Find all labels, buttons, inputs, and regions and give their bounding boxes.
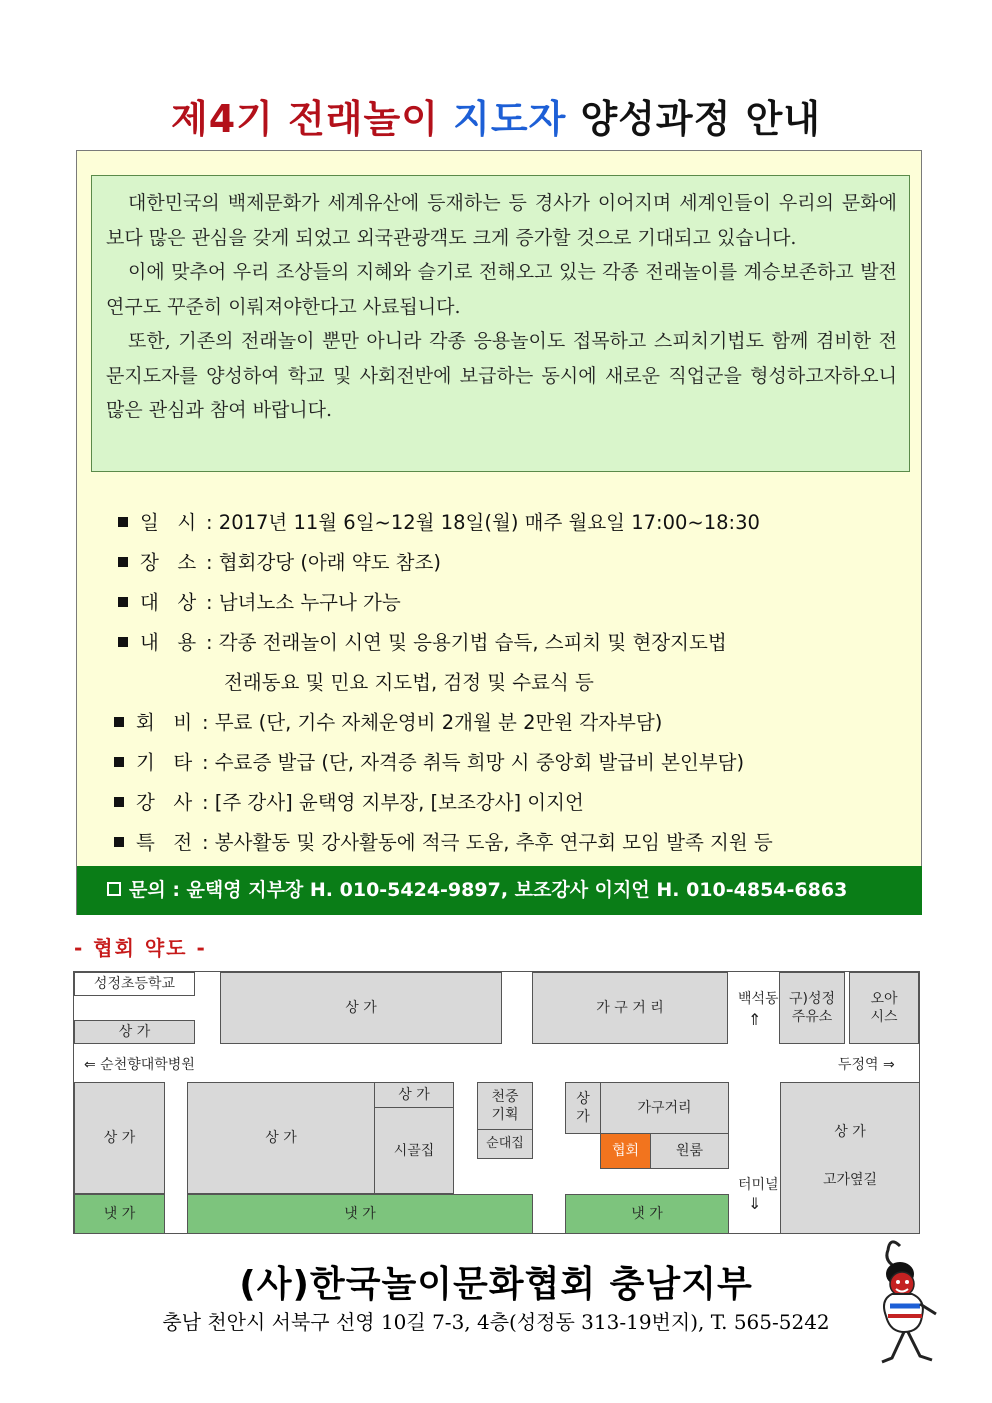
info-label: 일 시	[140, 511, 197, 534]
map-shop-right-label: 상 가	[834, 1124, 866, 1140]
map-stream-left: 냇 가	[74, 1194, 165, 1234]
info-value: 협회강당 (아래 약도 참조)	[218, 551, 441, 574]
info-value: [주 강사] 윤택영 지부장, [보조강사] 이지언	[214, 791, 584, 814]
bullet-icon	[114, 757, 124, 767]
map-oasis: 오아 시스	[849, 972, 919, 1044]
info-row-etc: 기 타 : 수료증 발급 (단, 자격증 취득 희망 시 중앙회 발급비 본인부담)	[114, 747, 744, 775]
info-label: 내 용	[140, 631, 197, 654]
info-row-place: 장 소 : 협회강당 (아래 약도 참조)	[118, 547, 441, 575]
map-shop-vertical: 상 가	[565, 1082, 601, 1134]
map-shop-center: 상 가	[187, 1082, 375, 1194]
info-row-content-cont	[224, 667, 594, 695]
checkbox-icon	[107, 882, 121, 896]
bullet-icon	[118, 637, 128, 647]
info-label: 대 상	[140, 591, 197, 614]
contact-bar	[77, 866, 922, 915]
map-right-road: 두정역 ⇒	[838, 1057, 895, 1073]
bullet-icon	[118, 557, 128, 567]
info-label: 특 전	[136, 831, 193, 854]
map-sundae: 순대집	[477, 1129, 533, 1159]
info-value: 봉사활동 및 강사활동에 적극 도움, 추후 연구회 모임 발족 지원 등	[214, 831, 773, 854]
map-left-road: ⇐ 순천향대학병원	[84, 1057, 195, 1073]
info-row-content: 내 용 : 각종 전래놀이 시연 및 응용기법 습득, 스피치 및 현장지도법	[118, 627, 727, 655]
map-oneroom: 원룸	[650, 1133, 729, 1169]
map-gas-station: 구)성정 주유소	[779, 972, 845, 1044]
map-stream-center: 냇 가	[187, 1194, 533, 1234]
info-value: 남녀노소 누구나 가능	[218, 591, 401, 614]
info-label: 강 사	[136, 791, 193, 814]
map-up-arrow: ⇑	[748, 1010, 762, 1029]
intro-paragraph-1: 대한민국의 백제문화가 세계유산에 등재하는 등 경사가 이어지며 세계인들이 우리의 문화에 보다 많은 관심을 갖게 되었고 외국관광객도 크게 증가할 것으로 기대되고 있습니다.	[106, 192, 897, 249]
map-sigoljip: 시골집	[374, 1107, 454, 1194]
intro-box	[91, 175, 910, 472]
info-row-target: 대 상 : 남녀노소 누구나 가능	[118, 587, 401, 615]
map-baekseok: 백석동	[738, 991, 779, 1007]
map-gogae: 고가옆길	[822, 1172, 878, 1188]
map-shop-left: 상 가	[74, 1082, 165, 1194]
map-shop-mini: 상 가	[374, 1082, 454, 1108]
bullet-icon	[114, 837, 124, 847]
map-school: 성정초등학교	[74, 972, 195, 996]
info-value: 각종 전래놀이 시연 및 응용기법 습득, 스피치 및 현장지도법	[218, 631, 727, 654]
info-value: 2017년 11월 6일~12월 18일(월) 매주 월요일 17:00~18:30	[218, 511, 760, 534]
title-part-2: 지도자	[453, 97, 567, 141]
map-shop-top: 상 가	[220, 972, 502, 1044]
info-row-benefit: 특 전 : 봉사활동 및 강사활동에 적극 도움, 추후 연구회 모임 발족 지원 등	[114, 827, 773, 855]
info-row-instructor: 강 사 : [주 강사] 윤택영 지부장, [보조강사] 이지언	[114, 787, 584, 815]
map-association: 협회	[600, 1133, 651, 1169]
location-map	[73, 971, 920, 1234]
info-row-fee: 회 비 : 무료 (단, 기수 자체운영비 2개월 분 2만원 각자부담)	[114, 707, 662, 735]
map-furniture2: 가구거리	[600, 1082, 729, 1134]
map-down-arrow: ⇓	[748, 1194, 762, 1213]
info-label: 회 비	[136, 711, 193, 734]
info-value: 무료 (단, 기수 자체운영비 2개월 분 2만원 각자부담)	[214, 711, 663, 734]
map-terminal: 터미널	[738, 1177, 779, 1193]
bullet-icon	[114, 717, 124, 727]
intro-paragraph-2: 이에 맞추어 우리 조상들의 지혜와 슬기로 전해오고 있는 각종 전래놀이를 계승보존하고 발전연구도 꾸준히 이뤄져야한다고 사료됩니다.	[106, 261, 897, 318]
contact-text: 문의 : 윤택영 지부장 H. 010-5424-9897, 보조강사 이지언 H. 010-4854-6863	[129, 879, 848, 901]
intro-paragraph-3: 또한, 기존의 전래놀이 뿐만 아니라 각종 응용놀이도 접목하고 스피치기법도 함께 겸비한 전문지도자를 양성하여 학교 및 사회전반에 보급하는 동시에 새로운 직업군을 형성하고자하오니 많은 관심과 참여 바랍니다.	[106, 330, 897, 421]
map-shop-small: 상 가	[74, 1020, 195, 1044]
map-cheonjung: 천중 기획	[477, 1082, 533, 1130]
info-value: 전래동요 및 민요 지도법, 검정 및 수료식 등	[224, 671, 594, 694]
bullet-icon	[114, 797, 124, 807]
info-row-schedule: 일 시 : 2017년 11월 6일~12월 18일(월) 매주 월요일 17:00~18:30	[118, 507, 760, 535]
title-part-1: 제4기 전래놀이	[171, 97, 439, 141]
info-label: 기 타	[136, 751, 193, 774]
bullet-icon	[118, 597, 128, 607]
address: 충남 천안시 서북구 선영 10길 7-3, 4층(성정동 313-19번지), T. 565-5242	[162, 1310, 830, 1334]
page-title	[0, 88, 992, 143]
map-furniture-street: 가 구 거 리	[532, 972, 728, 1044]
title-part-3: 양성과정 안내	[580, 97, 821, 141]
organization-name: (사)한국놀이문화협회 충남지부	[239, 1264, 753, 1305]
map-title: - 협회 약도 -	[74, 936, 207, 960]
map-shop-right	[780, 1082, 920, 1234]
bullet-icon	[118, 517, 128, 527]
info-label: 장 소	[140, 551, 197, 574]
mascot-illustration	[870, 1236, 950, 1376]
map-stream-right: 냇 가	[565, 1194, 729, 1234]
info-value: 수료증 발급 (단, 자격증 취득 희망 시 중앙회 발급비 본인부담)	[214, 751, 745, 774]
